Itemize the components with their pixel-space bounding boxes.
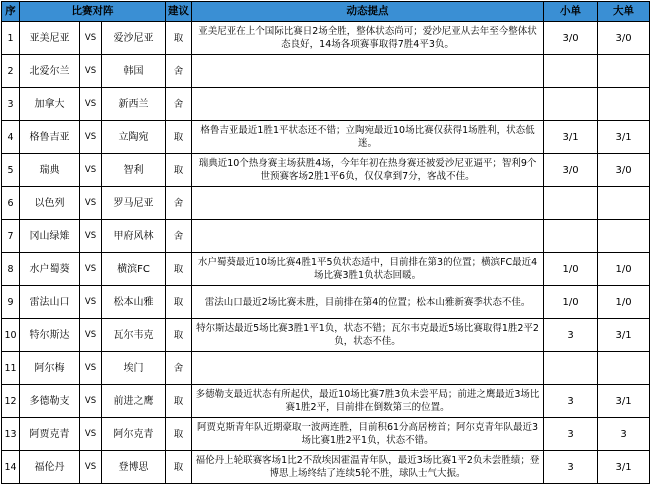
big-pick — [598, 352, 650, 385]
small-pick — [544, 220, 598, 253]
away-team: 韩国 — [102, 55, 166, 88]
row-index: 7 — [2, 220, 20, 253]
row-index: 10 — [2, 319, 20, 352]
row-index: 2 — [2, 55, 20, 88]
news-cell: 水户蜀葵最近10场比赛4胜1平5负状态适中，目前排在第3的位置；横滨FC最近4场比赛3胜1负状态回暖。 — [192, 253, 544, 286]
small-pick: 1/0 — [544, 253, 598, 286]
small-pick — [544, 55, 598, 88]
news-cell: 亚美尼亚在上个国际比赛日2场全胜，整体状态尚可；爱沙尼亚从去年至今整体状态良好，14场各项赛事取得7胜4平3负。 — [192, 22, 544, 55]
vs-label: VS — [80, 121, 102, 154]
table-body — [2, 22, 650, 484]
advice-cell: 取 — [166, 319, 192, 352]
home-team: 水户蜀葵 — [20, 253, 80, 286]
big-pick: 3 — [598, 418, 650, 451]
table-row — [2, 451, 650, 484]
home-team: 亚美尼亚 — [20, 22, 80, 55]
advice-cell: 取 — [166, 286, 192, 319]
vs-label: VS — [80, 220, 102, 253]
news-cell — [192, 352, 544, 385]
row-index: 3 — [2, 88, 20, 121]
vs-label: VS — [80, 319, 102, 352]
header-advice: 建议 — [166, 2, 192, 22]
advice-cell: 取 — [166, 154, 192, 187]
header-small: 小单 — [544, 2, 598, 22]
home-team: 格鲁吉亚 — [20, 121, 80, 154]
row-index: 6 — [2, 187, 20, 220]
advice-cell: 舍 — [166, 187, 192, 220]
row-index: 12 — [2, 385, 20, 418]
news-cell — [192, 220, 544, 253]
small-pick — [544, 187, 598, 220]
away-team: 智利 — [102, 154, 166, 187]
table-row — [2, 418, 650, 451]
home-team: 特尔斯达 — [20, 319, 80, 352]
home-team: 瑞典 — [20, 154, 80, 187]
row-index: 1 — [2, 22, 20, 55]
vs-label: VS — [80, 154, 102, 187]
table-row — [2, 88, 650, 121]
news-cell: 多德勒支最近状态有所起伏，最近10场比赛7胜3负未尝平局；前进之鹰最近3场比赛1胜2平，目前排在倒数第三的位置。 — [192, 385, 544, 418]
news-cell: 瑞典近10个热身赛主场获胜4场，今年年初在热身赛还被爱沙尼亚逼平；智利9个世预赛客场2胜1平6负，仅仅拿到7分，客战不佳。 — [192, 154, 544, 187]
row-index: 11 — [2, 352, 20, 385]
table-row — [2, 22, 650, 55]
news-cell — [192, 55, 544, 88]
away-team: 新西兰 — [102, 88, 166, 121]
small-pick: 3 — [544, 451, 598, 484]
home-team: 以色列 — [20, 187, 80, 220]
header-news: 动态提点 — [192, 2, 544, 22]
home-team: 福伦丹 — [20, 451, 80, 484]
row-index: 9 — [2, 286, 20, 319]
away-team: 罗马尼亚 — [102, 187, 166, 220]
away-team: 登博思 — [102, 451, 166, 484]
news-cell — [192, 88, 544, 121]
away-team: 瓦尔韦克 — [102, 319, 166, 352]
row-index: 14 — [2, 451, 20, 484]
big-pick: 3/1 — [598, 451, 650, 484]
vs-label: VS — [80, 352, 102, 385]
away-team: 横滨FC — [102, 253, 166, 286]
home-team: 多德勒支 — [20, 385, 80, 418]
header-row — [2, 2, 650, 22]
away-team: 埃门 — [102, 352, 166, 385]
big-pick — [598, 88, 650, 121]
big-pick: 1/0 — [598, 286, 650, 319]
news-cell — [192, 187, 544, 220]
row-index: 4 — [2, 121, 20, 154]
big-pick — [598, 187, 650, 220]
row-index: 5 — [2, 154, 20, 187]
news-cell: 格鲁吉亚最近1胜1平状态还不错；立陶宛最近10场比赛仅获得1场胜利，状态低迷。 — [192, 121, 544, 154]
vs-label: VS — [80, 286, 102, 319]
advice-cell: 取 — [166, 385, 192, 418]
vs-label: VS — [80, 187, 102, 220]
table-row — [2, 352, 650, 385]
table-row — [2, 253, 650, 286]
small-pick — [544, 88, 598, 121]
header-match: 比赛对阵 — [20, 2, 166, 22]
big-pick: 3/1 — [598, 385, 650, 418]
news-cell: 阿贾克斯青年队近期豪取一波两连胜，目前积61分高居榜首；阿尔克青年队最近3场比赛1胜2平1负，状态不错。 — [192, 418, 544, 451]
home-team: 加拿大 — [20, 88, 80, 121]
vs-label: VS — [80, 385, 102, 418]
home-team: 雷法山口 — [20, 286, 80, 319]
advice-cell: 舍 — [166, 88, 192, 121]
vs-label: VS — [80, 22, 102, 55]
big-pick — [598, 220, 650, 253]
news-cell: 特尔斯达最近5场比赛3胜1平1负，状态不错；瓦尔韦克最近5场比赛取得1胜2平2负，状态不佳。 — [192, 319, 544, 352]
big-pick: 3/0 — [598, 154, 650, 187]
header-big: 大单 — [598, 2, 650, 22]
small-pick — [544, 352, 598, 385]
home-team: 阿尔梅 — [20, 352, 80, 385]
news-cell: 福伦丹上轮联赛客场1比2不敌埃因霍温青年队，最近3场比赛1平2负未尝胜绩；登博思上场终结了连续5轮不胜，球队士气大振。 — [192, 451, 544, 484]
home-team: 冈山绿雉 — [20, 220, 80, 253]
news-cell: 雷法山口最近2场比赛未胜，目前排在第4的位置；松本山雅新赛季状态不佳。 — [192, 286, 544, 319]
row-index: 13 — [2, 418, 20, 451]
away-team: 松本山雅 — [102, 286, 166, 319]
table-row — [2, 286, 650, 319]
header-idx: 序 — [2, 2, 20, 22]
away-team: 爱沙尼亚 — [102, 22, 166, 55]
away-team: 甲府风林 — [102, 220, 166, 253]
small-pick: 3 — [544, 418, 598, 451]
vs-label: VS — [80, 418, 102, 451]
vs-label: VS — [80, 88, 102, 121]
big-pick: 1/0 — [598, 253, 650, 286]
advice-cell: 舍 — [166, 220, 192, 253]
small-pick: 3 — [544, 319, 598, 352]
away-team: 前进之鹰 — [102, 385, 166, 418]
vs-label: VS — [80, 253, 102, 286]
small-pick: 3/0 — [544, 22, 598, 55]
vs-label: VS — [80, 451, 102, 484]
home-team: 阿贾克青 — [20, 418, 80, 451]
big-pick: 3/1 — [598, 121, 650, 154]
advice-cell: 取 — [166, 451, 192, 484]
big-pick: 3/0 — [598, 22, 650, 55]
vs-label: VS — [80, 55, 102, 88]
table-row — [2, 385, 650, 418]
advice-cell: 舍 — [166, 55, 192, 88]
row-index: 8 — [2, 253, 20, 286]
advice-cell: 舍 — [166, 352, 192, 385]
small-pick: 3/1 — [544, 121, 598, 154]
table-row — [2, 319, 650, 352]
table-row — [2, 154, 650, 187]
match-table — [1, 1, 650, 484]
big-pick: 3/1 — [598, 319, 650, 352]
big-pick — [598, 55, 650, 88]
table-row — [2, 55, 650, 88]
away-team: 立陶宛 — [102, 121, 166, 154]
advice-cell: 取 — [166, 121, 192, 154]
small-pick: 1/0 — [544, 286, 598, 319]
table-row — [2, 220, 650, 253]
home-team: 北爱尔兰 — [20, 55, 80, 88]
table-row — [2, 187, 650, 220]
small-pick: 3 — [544, 385, 598, 418]
advice-cell: 取 — [166, 22, 192, 55]
advice-cell: 取 — [166, 253, 192, 286]
away-team: 阿尔克青 — [102, 418, 166, 451]
advice-cell: 取 — [166, 418, 192, 451]
small-pick: 3/0 — [544, 154, 598, 187]
table-row — [2, 121, 650, 154]
